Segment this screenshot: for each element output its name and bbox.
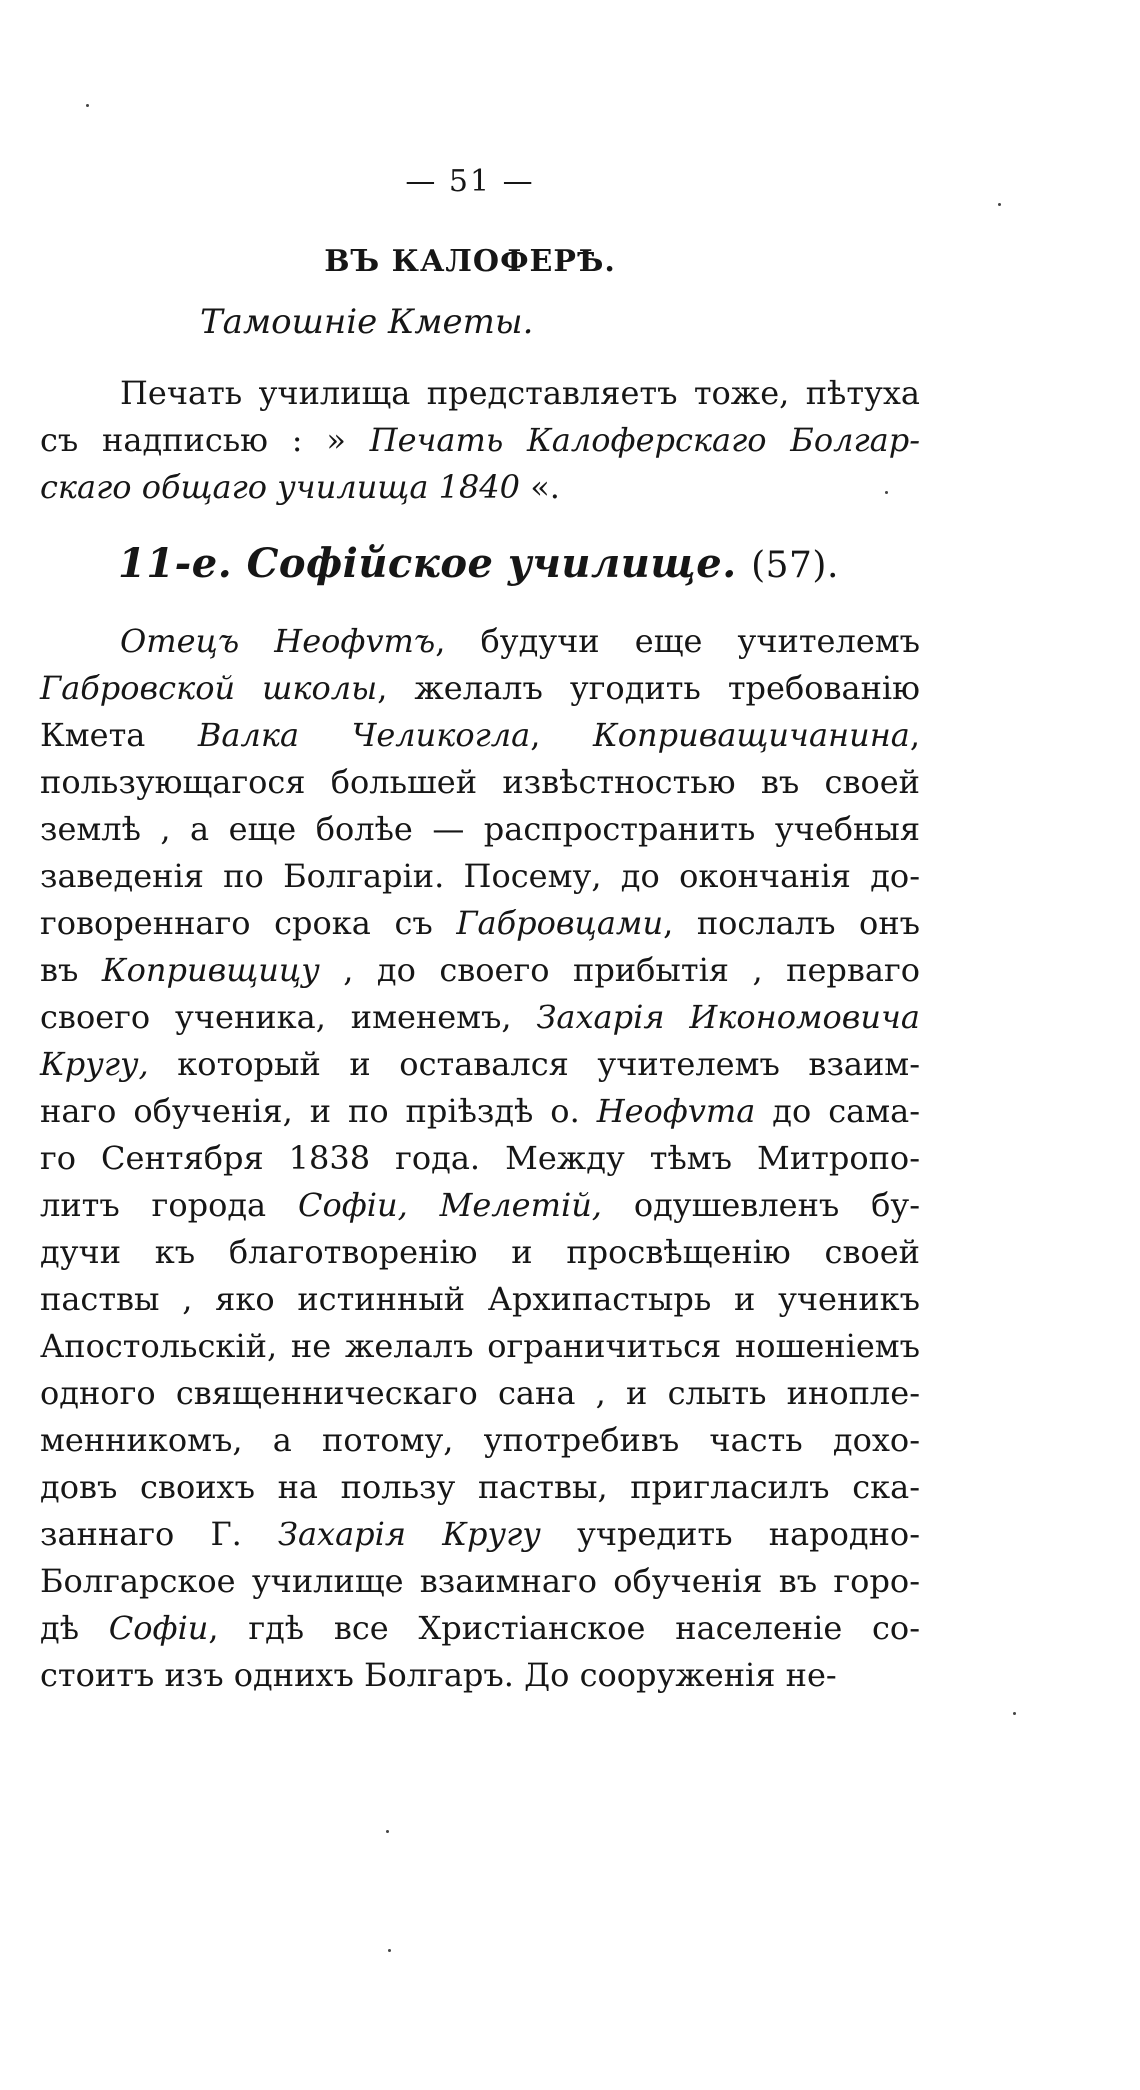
text-line [40, 1323, 920, 1370]
chapter-heading [118, 540, 839, 587]
text-line [40, 712, 920, 759]
text-line [40, 947, 920, 994]
text-run: «. [520, 468, 560, 506]
text-run: пользующагося большей извѣстностью въ своей [40, 763, 920, 801]
italic-text: Коприващичанина [592, 716, 910, 754]
italic-text: Отецъ Неофvтъ [120, 622, 436, 660]
text-run: , [909, 716, 921, 754]
text-line [40, 1135, 920, 1182]
text-line [40, 1511, 920, 1558]
text-run: Болгарское училище взаимнаго обученія въ горо- [40, 1562, 920, 1600]
italic-text: скаго общаго училища 1840 [40, 468, 521, 506]
page-number: — 51 — [405, 164, 535, 199]
text-line [40, 417, 920, 464]
text-run: говореннаго срока съ [40, 904, 457, 942]
text-line [40, 806, 920, 853]
text-line [40, 618, 920, 665]
text-run: одного священническаго сана , и слыть инопле- [40, 1374, 920, 1412]
text-line [40, 1088, 920, 1135]
text-line [40, 1417, 920, 1464]
text-line [40, 1464, 920, 1511]
text-run: довъ своихъ на пользу паствы, пригласилъ ска- [40, 1468, 920, 1506]
text-line [40, 464, 920, 511]
text-run: дучи къ благотворенію и просвѣщенію своей [40, 1233, 920, 1271]
text-line [40, 900, 920, 947]
text-line [40, 1276, 920, 1323]
italic-text: Софіи, Мелетій, [297, 1186, 602, 1224]
text-run: одушевленъ бу- [601, 1186, 921, 1224]
scan-speck [998, 203, 1001, 206]
text-run: литъ города [40, 1186, 298, 1224]
italic-text: Валка Челикогла [197, 716, 531, 754]
text-run: , послалъ онъ [663, 904, 921, 942]
scan-speck [388, 1949, 391, 1952]
scan-speck [386, 1830, 389, 1833]
text-run: землѣ , а еще болѣе — распространить учебныя [40, 810, 920, 848]
text-run: Кмета [40, 716, 198, 754]
text-run: въ [40, 951, 102, 989]
italic-text: Габровской школы [40, 669, 378, 707]
italic-text: Неофvта [596, 1092, 756, 1130]
text-run: дѣ [40, 1609, 109, 1647]
text-line [40, 665, 920, 712]
chapter-reference: (57). [751, 545, 839, 586]
text-run: заведенія по Болгаріи. Посему, до окончанія до- [40, 857, 920, 895]
italic-text: Печать Калоферскаго Болгар- [369, 421, 920, 459]
chapter-title: 11-е. Софійское училище. [118, 540, 737, 587]
text-run: паствы , яко истинный Архипастырь и ученикъ [40, 1280, 920, 1318]
italic-text: Копривщицу [101, 951, 320, 989]
text-run: заннаго Г. [40, 1515, 279, 1553]
text-run: менникомъ, а потому, употребивъ часть дохо- [40, 1421, 920, 1459]
text-run: , гдѣ все Христіанское населеніе со- [208, 1609, 921, 1647]
text-run: наго обученія, и по пріѣздѣ о. [40, 1092, 597, 1130]
text-run: своего ученика, именемъ, [40, 998, 537, 1036]
text-line [40, 759, 920, 806]
text-line [40, 1182, 920, 1229]
text-line [40, 1041, 920, 1088]
italic-text: Софіи [108, 1609, 209, 1647]
text-run: го Сентября 1838 года. Между тѣмъ Митропо- [40, 1139, 920, 1177]
text-run: учредить народно- [540, 1515, 921, 1553]
scan-speck [885, 491, 888, 494]
text-run: , желалъ угодить требованію [377, 669, 921, 707]
italic-text: Захарія Кругу [278, 1515, 541, 1553]
subheading: Тамошніе Кметы. [200, 302, 534, 342]
text-run: , до своего прибытія , перваго [319, 951, 921, 989]
text-run: стоитъ изъ однихъ Болгаръ. До сооруженія не- [40, 1656, 837, 1694]
text-line [40, 1370, 920, 1417]
text-line [40, 853, 920, 900]
text-line [40, 1605, 920, 1652]
text-run: который и оставался учителемъ взаим- [148, 1045, 920, 1083]
seal-paragraph [40, 370, 920, 511]
italic-text: Захарія Икономовича [536, 998, 921, 1036]
italic-text: Габровцами [456, 904, 664, 942]
text-line [40, 1558, 920, 1605]
text-run: , [530, 716, 593, 754]
scan-speck [1013, 1712, 1016, 1715]
italic-text: Кругу, [40, 1045, 149, 1083]
scan-speck [86, 104, 89, 107]
text-run: съ надписью : » [40, 421, 370, 459]
text-run: , будучи еще учителемъ [435, 622, 921, 660]
text-line [40, 1229, 920, 1276]
text-run: Апостольскій, не желалъ ограничиться ношеніемъ [40, 1327, 920, 1365]
text-line [40, 1652, 920, 1699]
main-paragraph [40, 618, 920, 1699]
section-heading: ВЪ КАЛОФЕРѢ. [324, 244, 616, 279]
text-run: Печать училища представляетъ тоже, пѣтуха [120, 374, 920, 412]
text-line [40, 370, 920, 417]
text-run: до сама- [755, 1092, 920, 1130]
text-line [40, 994, 920, 1041]
